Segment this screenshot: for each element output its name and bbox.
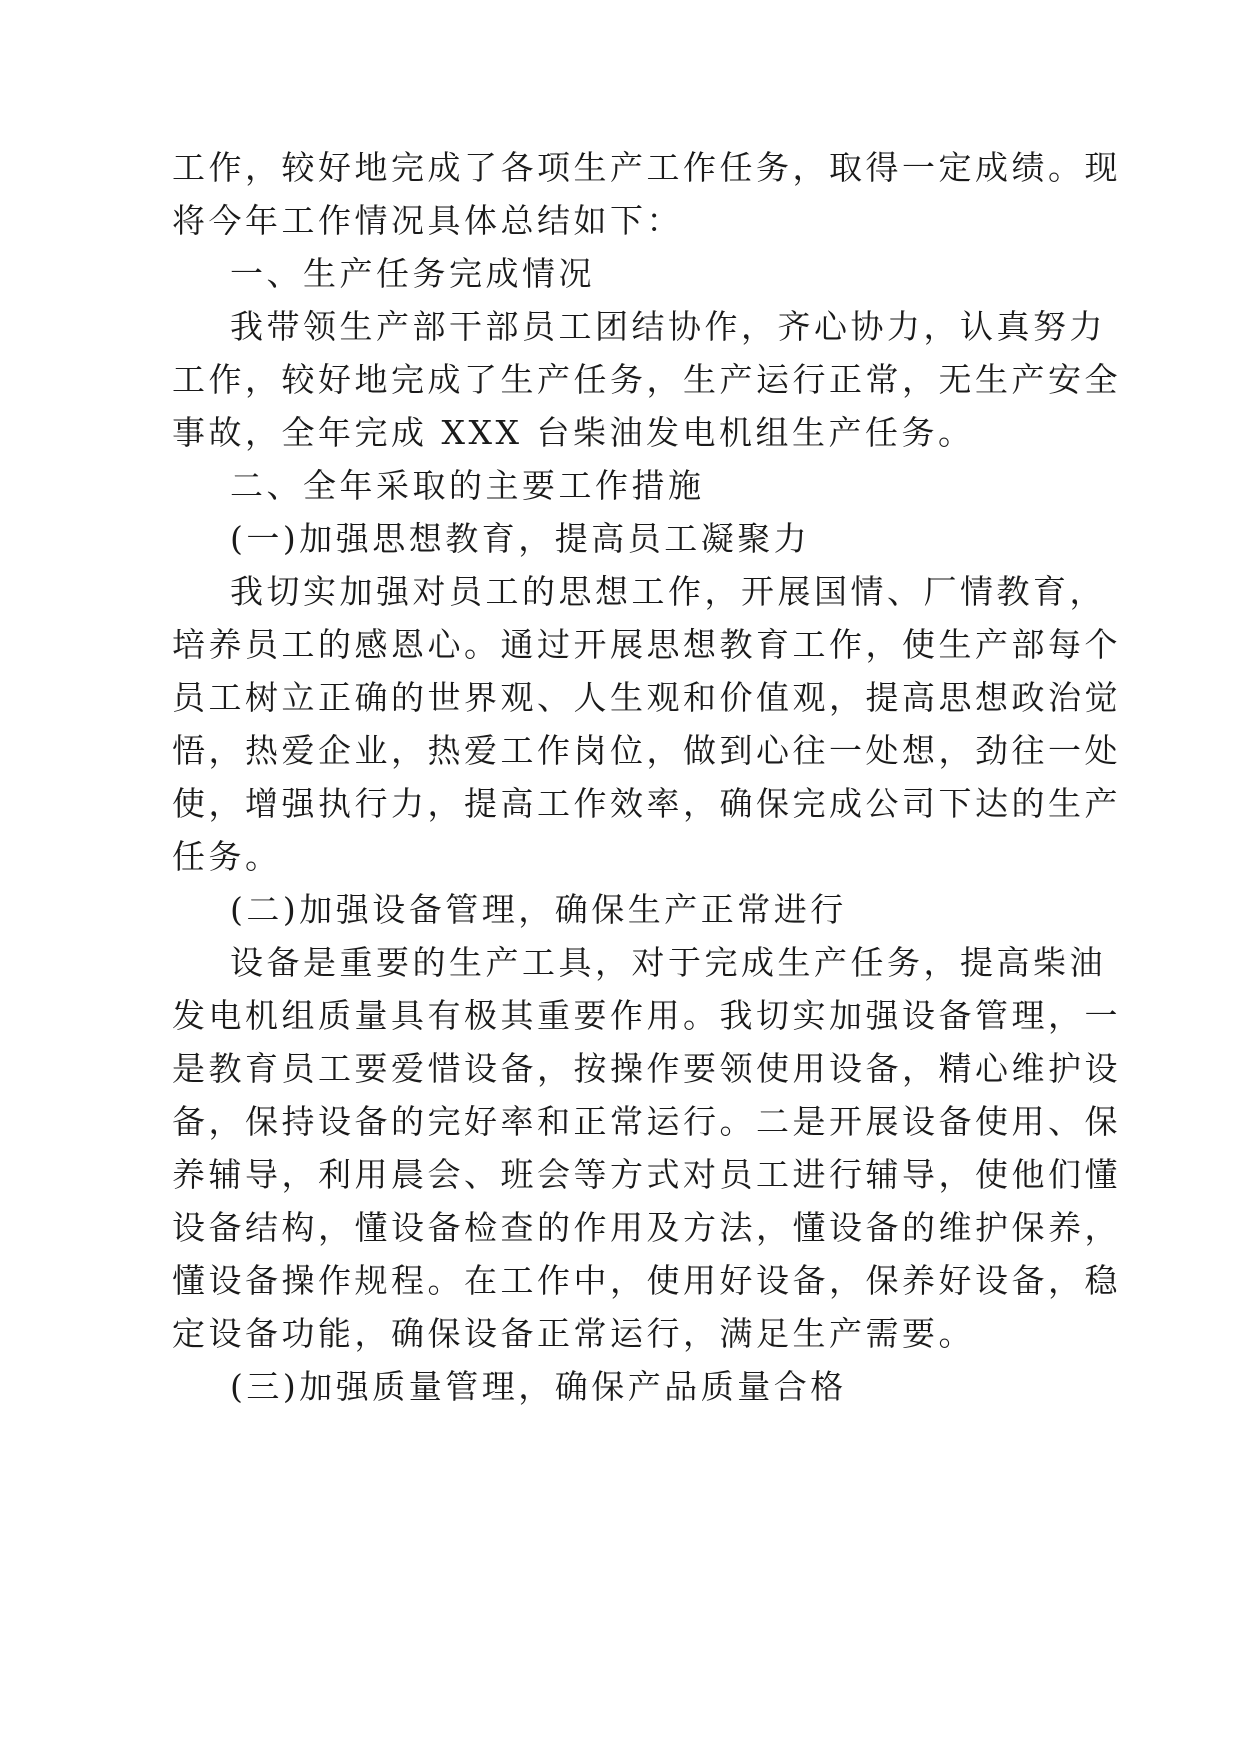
- text-line: 设备是重要的生产工具，对于完成生产任务，提高柴油: [230, 943, 1106, 982]
- section-heading: 二、全年采取的主要工作措施: [230, 466, 705, 505]
- subsection-heading: (三)加强质量管理，确保产品质量合格: [230, 1367, 847, 1406]
- text-line: 定设备功能，确保设备正常运行，满足生产需要。: [172, 1314, 975, 1353]
- text-line: 我带领生产部干部员工团结协作，齐心协力，认真努力: [230, 307, 1106, 346]
- text-line: 发电机组质量具有极其重要作用。我切实加强设备管理，一: [172, 996, 1121, 1035]
- text-line: 我切实加强对员工的思想工作，开展国情、厂情教育，: [230, 572, 1106, 611]
- text-line: 备，保持设备的完好率和正常运行。二是开展设备使用、保: [172, 1102, 1121, 1141]
- text-line: 将今年工作情况具体总结如下：: [172, 201, 683, 240]
- text-line: 悟，热爱企业，热爱工作岗位，做到心往一处想，劲往一处: [172, 731, 1121, 770]
- text-line: 任务。: [172, 837, 282, 876]
- text-line: 养辅导，利用晨会、班会等方式对员工进行辅导，使他们懂: [172, 1155, 1121, 1194]
- text-line: 事故，全年完成 XXX 台柴油发电机组生产任务。: [172, 413, 975, 452]
- text-line: 工作，较好地完成了生产任务，生产运行正常，无生产安全: [172, 360, 1121, 399]
- subsection-heading: (二)加强设备管理，确保生产正常进行: [230, 890, 847, 929]
- text-line: 使，增强执行力，提高工作效率，确保完成公司下达的生产: [172, 784, 1121, 823]
- text-line: 员工树立正确的世界观、人生观和价值观，提高思想政治觉: [172, 678, 1121, 717]
- text-line: 懂设备操作规程。在工作中，使用好设备，保养好设备，稳: [172, 1261, 1121, 1300]
- text-line: 是教育员工要爱惜设备，按操作要领使用设备，精心维护设: [172, 1049, 1121, 1088]
- section-heading: 一、生产任务完成情况: [230, 254, 595, 293]
- subsection-heading: (一)加强思想教育，提高员工凝聚力: [230, 519, 811, 558]
- text-line: 设备结构，懂设备检查的作用及方法，懂设备的维护保养，: [172, 1208, 1121, 1247]
- text-line: 培养员工的感恩心。通过开展思想教育工作，使生产部每个: [172, 625, 1121, 664]
- text-line: 工作，较好地完成了各项生产工作任务，取得一定成绩。现: [172, 148, 1121, 187]
